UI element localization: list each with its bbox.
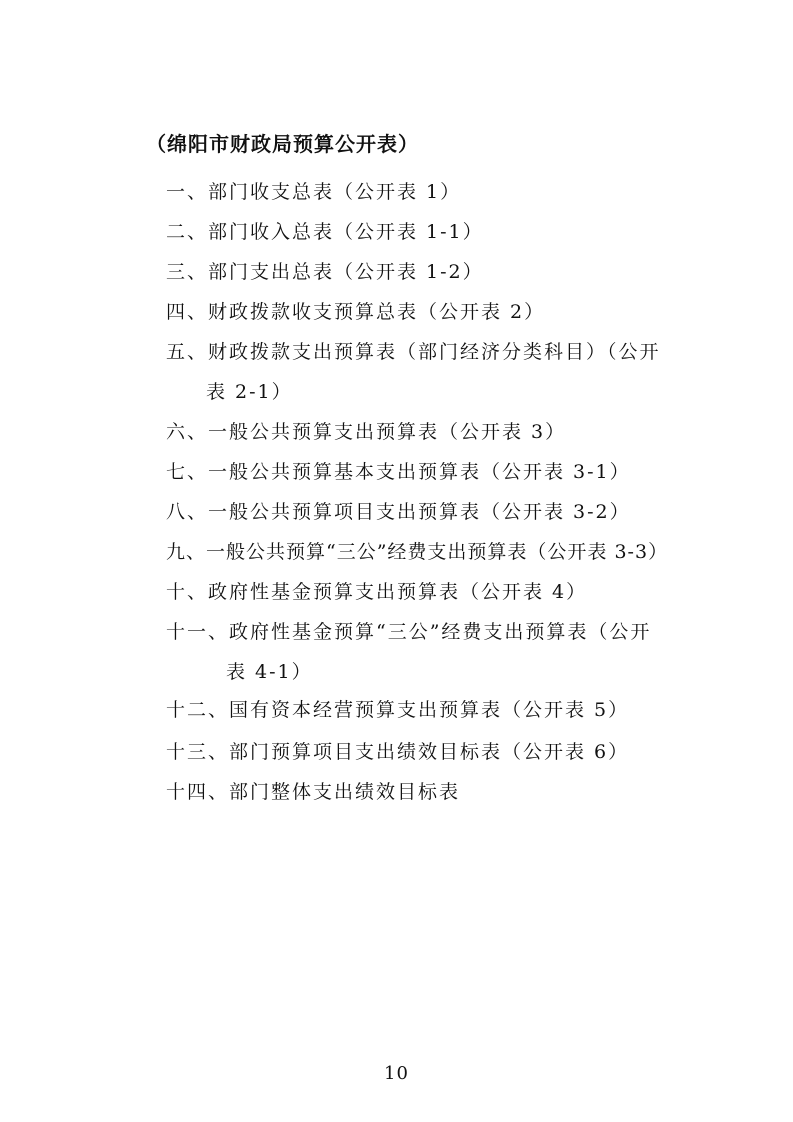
list-item-1: 一、部门收支总表（公开表 1） [166, 181, 462, 203]
list-item-3: 三、部门支出总表（公开表 1-2） [166, 261, 484, 283]
list-item-11 [166, 618, 651, 686]
list-item-11-line-1: 十一、政府性基金预算“三公”经费支出预算表（公开 [166, 621, 652, 643]
list-item-4: 四、财政拨款收支预算总表（公开表 2） [166, 301, 546, 323]
page-number: 10 [384, 1063, 409, 1084]
list-item-13: 十三、部门预算项目支出绩效目标表（公开表 6） [166, 741, 630, 763]
list-item-8: 八、一般公共预算项目支出预算表（公开表 3-2） [166, 501, 631, 523]
list-item-5 [166, 338, 661, 406]
list-item-9: 九、一般公共预算“三公”经费支出预算表（公开表 3-3） [166, 541, 669, 563]
list-item-7: 七、一般公共预算基本支出预算表（公开表 3-1） [166, 461, 631, 483]
list-item-12: 十二、国有资本经营预算支出预算表（公开表 5） [166, 699, 630, 721]
list-item-11-line-2: 表 4-1） [226, 661, 313, 683]
list-item-10: 十、政府性基金预算支出预算表（公开表 4） [166, 581, 588, 603]
list-item-5-line-1: 五、财政拨款支出预算表（部门经济分类科目）（公开 [166, 341, 661, 363]
document-heading: （绵阳市财政局预算公开表） [146, 132, 419, 156]
list-item-2: 二、部门收入总表（公开表 1-1） [166, 221, 484, 243]
list-item-14: 十四、部门整体支出绩效目标表 [166, 781, 461, 803]
list-item-5-line-2: 表 2-1） [206, 381, 293, 403]
list-item-6: 六、一般公共预算支出预算表（公开表 3） [166, 421, 567, 443]
